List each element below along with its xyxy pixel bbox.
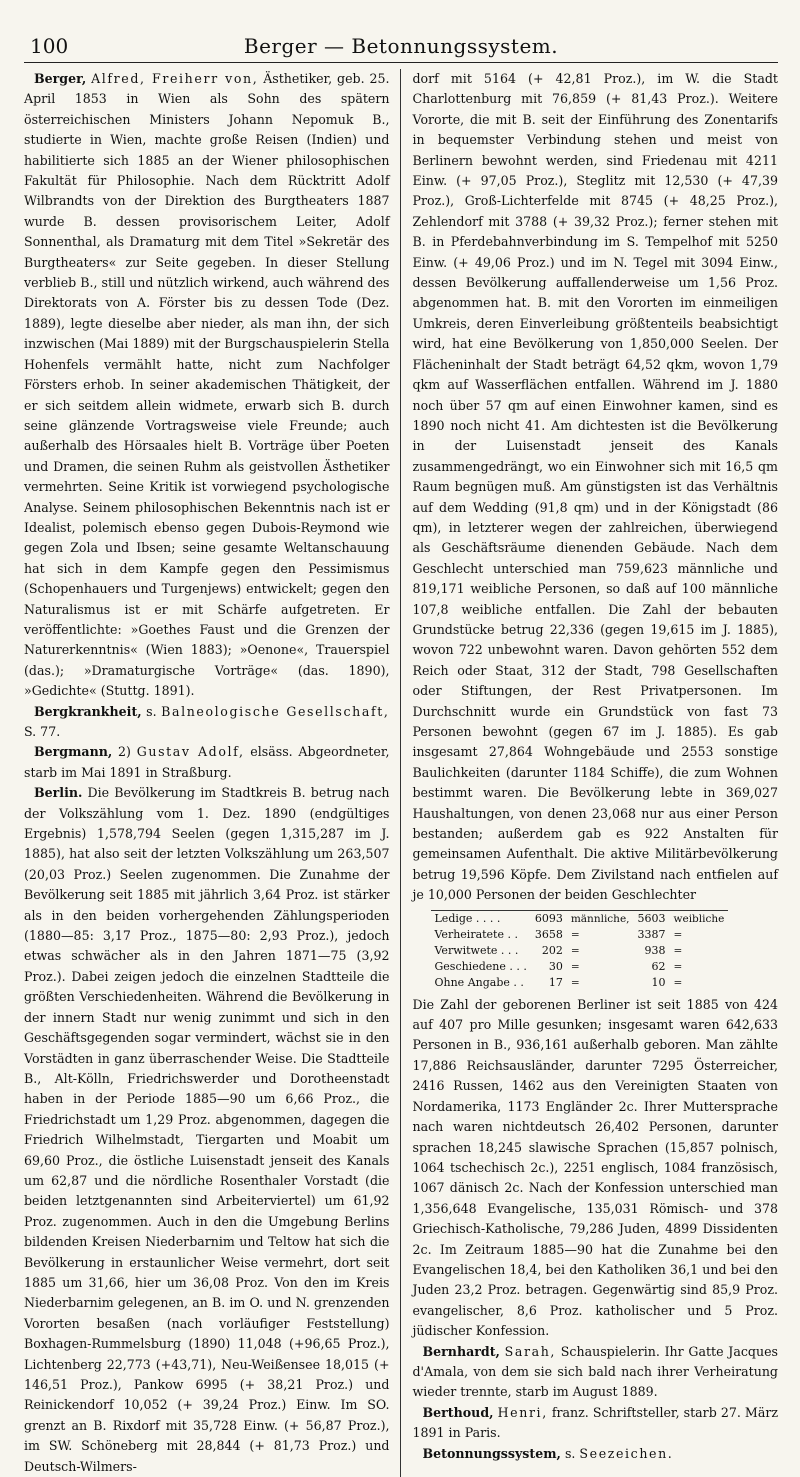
entry-headword: Berlin.: [34, 785, 83, 801]
female-unit: =: [673, 976, 683, 989]
female-unit: weibliche: [670, 910, 729, 927]
right-column: [400, 69, 779, 1477]
entry-berlin-continued: dorf mit 5164 (+ 42,81 Proz.), im W. die Stadt Charlottenburg mit 76,859 (+ 81,43 Proz.). Weitere Vororte, die mit B. seit der Einführung des Zonentarifs in bequemster Verbindung stehen und meist von Berlinern bewohnt werden, sind Friedenau mit 4211 Einw. (+ 97,05 Proz.), Steglitz mit 12,530 (+ 47,39 Proz.), Groß-Lichterfelde mit 8745 (+ 48,25 Proz.), Zehlendorf mit 3788 (+ 39,32 Proz.); ferner stehen mit B. in Pferdebahnverbindung im S. Tempelhof mit 5250 Einw. (+ 49,06 Proz.) und im N. Tegel mit 3094 Einw., dessen Bevölkerung auffallenderweise um 1,56 Proz. abgenommen hat. B. mit den Vororten im einmeiligen Umkreis, deren Einverleibung größtenteils beabsichtigt wird, hat eine Bevölkerung von 1,850,000 Seelen. Der Flächeninhalt der Stadt beträgt 64,52 qkm, wovon 1,79 qkm auf Wasserflächen entfallen. Während im J. 1880 noch über 57 qm auf einen Einwohner kamen, sind es 1890 noch nicht 41. Am dichtesten ist die Bevölkerung in der Luisenstadt jenseit des Kanals zusammengedrängt, wo ein Einwohner sich mit 16,5 qm Raum begnügen muß. Am günstigsten ist das Verhältnis auf dem Wedding (91,8 qm) und in der Königstadt (86 qm), in letzterer wegen der zahlreichen, überwiegend als Geschäftsräume dienenden Gebäude. Nach dem Geschlecht unterschied man 759,623 männliche und 819,171 weibliche Personen, so daß auf 100 männliche 107,8 weibliche entfallen. Die Zahl der bebauten Grundstücke betrug 22,336 (gegen 19,615 im J. 1885), wovon 722 unbewohnt waren. Davon gehörten 552 dem Reich oder Staat, 312 der Stadt, 798 Gesellschaften oder Stiftungen, der Rest Privatpersonen. Im Durchschnitt wurde ein Grundstück von fast 73 Personen bewohnt (gegen 67 im J. 1885). Es gab insgesamt 27,864 Wohngebäude und 2553 sonstige Baulichkeiten (darunter 1184 Schiffe), die zum Wohnen bestimmt waren. Die Bevölkerung lebte in 369,027 Haushaltungen, von denen 23,068 nur aus einer Person bestanden; außerdem gab es 922 Anstalten für gemeinsamen Aufenthalt. Die aktive Militärbevölkerung betrug 19,596 Köpfe. Dem Zivilstand nach entfielen auf je 10,000 Personen der beiden Geschlechter: [412, 71, 778, 903]
male-count: 17: [548, 975, 563, 989]
row-label: Verheiratete . .: [434, 927, 518, 941]
entry-betonnungssystem: [413, 1444, 779, 1464]
page-number: 100: [30, 34, 69, 58]
entry-headword: Bergmann,: [34, 744, 113, 760]
entry-text: elsäss. Abgeordneter, starb im Mai 1891 in Straßburg.: [24, 744, 390, 780]
male-count: 6093: [531, 910, 567, 927]
left-column: [24, 69, 400, 1477]
entry-text: s.: [141, 703, 162, 719]
entry-text: 2): [112, 744, 137, 760]
entry-text: Ästhetiker, geb. 25. April 1853 in Wien als Sohn des spätern österreichischen Ministers Johann Nepomuk B., studierte in Wien, machte große Reisen (Indien) und habilitierte sich 1885 an der Wiener philosophischen Fakultät für Philosophie. Nach dem Rücktritt Adolf Wilbrandts von der Direktion des Burgtheaters 1887 wurde B. dessen provisorischem Leiter, Adolf Sonnenthal, als Dramaturg mit dem Titel »Sekretär des Burgtheaters« zur Seite gegeben. In dieser Stellung verblieb B., still und nützlich wirkend, auch während des Direktorats von A. Förster bis zu dessen Tode (Dez. 1889), legte dieselbe aber nieder, als man ihn, der sich inzwischen (Mai 1889) mit der Burgschauspielerin Stella Hohenfels vermählt hatte, nicht zum Nachfolger Försters erhob. In seiner akademischen Thätigkeit, der er sich seitdem allein widmete, erwarb sich B. durch seine glänzende Vortragsweise viele Freunde; auch außerhalb des Hörsaales hielt B. Vorträge über Poeten und Dramen, die seinen Ruhm als geistvollen Ästhetiker vermehrten. Seine Kritik ist vorwiegend psychologische Analyse. Seinem philosophischen Bekenntnis nach ist er Idealist, polemisch ebenso gegen Dubois-Reymond wie gegen Zola und Ibsen; seine gesamte Weltanschauung hat sich in dem Kampfe gegen den Pessimismus (Schopenhauers und Turgenjews) entwickelt; gegen den Naturalismus ist er mit Schärfe aufgetreten. Er veröffentlichte: »Goethes Faust und die Grenzen der Naturerkenntnis« (Wien 1883); »Oenone«, Trauerspiel (das.); »Dramaturgische Vorträge« (das. 1890), »Gedichte« (Stuttg. 1891).: [24, 71, 390, 699]
table-row: [431, 910, 729, 927]
entry-bergmann: [24, 742, 390, 783]
female-count: 62: [651, 959, 666, 973]
row-label: Geschiedene . . .: [434, 959, 527, 973]
female-count: 938: [644, 943, 666, 957]
table-row: [431, 975, 729, 991]
row-label: Ohne Angabe . .: [434, 975, 524, 989]
entry-text: S. 77.: [24, 724, 61, 739]
entry-name: Gustav Adolf,: [136, 744, 245, 760]
entry-name: Henri,: [497, 1404, 548, 1420]
cross-reference: Balneologische Gesellschaft,: [161, 703, 390, 719]
row-label: Verwitwete . . .: [434, 943, 519, 957]
row-label: Ledige . . . .: [431, 910, 531, 927]
female-unit: =: [673, 960, 683, 973]
entry-headword: Betonnungssystem,: [422, 1445, 561, 1461]
female-count: 10: [651, 975, 666, 989]
female-count: 3387: [637, 927, 666, 941]
male-unit: =: [570, 960, 580, 973]
male-count: 30: [548, 959, 563, 973]
male-unit: =: [570, 944, 580, 957]
female-unit: =: [673, 928, 683, 941]
entry-bernhardt: [413, 1342, 779, 1403]
entry-headword: Bernhardt,: [422, 1343, 500, 1359]
civil-status-table: [431, 910, 729, 991]
cross-reference: Seezeichen.: [579, 1445, 674, 1461]
two-column-body: [24, 69, 778, 1477]
entry-headword: Bergkrankheit,: [34, 703, 142, 719]
entry-headword: Berthoud,: [422, 1404, 494, 1420]
female-count: 5603: [634, 910, 670, 927]
entry-name: Alfred, Freiherr von,: [91, 71, 259, 86]
entry-headword: Berger,: [34, 71, 87, 86]
entry-name: Sarah,: [504, 1343, 557, 1359]
entry-berthoud: [413, 1403, 779, 1444]
entry-bergkrankheit: [24, 702, 390, 743]
entry-text: franz. Schriftsteller, starb 27. März 1891 in Paris.: [412, 1404, 778, 1441]
entry-text: Schauspielerin. Ihr Gatte Jacques d'Amala, von dem sie sich bald nach ihrer Verheiratung wieder trennte, starb im August 1889.: [412, 1343, 778, 1400]
female-unit: =: [673, 944, 683, 957]
male-unit: =: [570, 928, 580, 941]
entry-text: Die Bevölkerung im Stadtkreis B. betrug nach der Volkszählung vom 1. Dez. 1890 (endgültiges Ergebnis) 1,578,794 Seelen (gegen 1,315,287 im J. 1885), hat also seit der letzten Volkszählung um 263,507 (20,03 Proz.) Seelen zugenommen. Die Zunahme der Bevölkerung seit 1885 mit jährlich 3,64 Proz. ist stärker als in den beiden vorhergehenden Zählungsperioden (1880—85: 3,17 Proz., 1875—80: 2,93 Proz.), jedoch etwas schwächer als in den Jahren 1871—75 (3,92 Proz.). Dabei zeigen jedoch die einzelnen Stadtteile die größten Verschiedenheiten. Während die Bevölkerung in der innern Stadt nur wenig zunimmt und sich in den Geschäftsgegenden sogar vermindert, wächst sie in den Vorstädten in ganz überraschender Weise. Die Stadtteile B., Alt-Kölln, Friedrichswerder und Dorotheenstadt haben in der Periode 1885—90 um 6,66 Proz., die Friedrichstadt um 1,29 Proz. abgenommen, dagegen die Friedrich Wilhelmstadt, Tiergarten und Moabit um 69,60 Proz., die östliche Luisenstadt jenseit des Kanals um 62,87 und die nördliche Rosenthaler Vorstadt (die beiden letztgenannten sind Arbeiterviertel) um 61,92 Proz. zugenommen. Auch in den die Umgebung Berlins bildenden Kreisen Niederbarnim und Teltow hat sich die Bevölkerung in erstaunlicher Weise vermehrt, dort seit 1885 um 31,66, hier um 36,08 Proz. Von den im Kreis Niederbarnim gelegenen, an B. im O. und N. grenzenden Vororten besaßen (nach vorläufiger Feststellung) Boxhagen-Rummelsburg (1890) 11,048 (+96,65 Proz.), Lichtenberg 22,773 (+43,71), Neu-Weißensee 18,015 (+ 146,51 Proz.), Pankow 6995 (+ 38,21 Proz.) und Reinickendorf 10,052 (+ 39,24 Proz.) Einw. Im SO. grenzt an B. Rixdorf mit 35,728 Einw. (+ 56,87 Proz.), im SW. Schöneberg mit 28,844 (+ 81,73 Proz.) und Deutsch-Wilmers-: [24, 785, 390, 1474]
table-row: [431, 927, 729, 943]
male-count: 3658: [534, 927, 563, 941]
male-unit: männliche,: [567, 910, 634, 927]
page-header: [24, 28, 778, 63]
entry-berlin: [24, 783, 390, 1477]
entry-text: s.: [560, 1445, 580, 1461]
entry-berlin-after-table: Die Zahl der geborenen Berliner ist seit 1885 von 424 auf 407 pro Mille gesunken; insgesamt waren 642,633 Personen in B., 936,161 außerhalb geboren. Man zählte 17,886 Reichsausländer, darunter 7295 Österreicher, 2416 Russen, 1462 aus den Vereinigten Staaten von Nordamerika, 1173 Engländer 2c. Ihrer Muttersprache nach waren nichtdeutsch 26,402 Personen, darunter sprachen 18,245 slawische Sprachen (15,857 polnisch, 1064 tschechisch 2c.), 2251 englisch, 1084 französisch, 1067 dänisch 2c. Nach der Konfession unterschied man 1,356,648 Evangelische, 135,031 Römisch- und 378 Griechisch-Katholische, 79,286 Juden, 4899 Dissidenten 2c. Im Zeitraum 1885—90 hat die Zunahme bei den Evangelischen 18,4, bei den Katholiken 36,1 und bei den Juden 23,2 Proz. betragen. Gegenwärtig sind 85,9 Proz. evangelischer, 8,6 Proz. katholischer und 5 Proz. jüdischer Konfession.: [412, 996, 778, 1339]
male-unit: =: [570, 976, 580, 989]
entry-berger: [24, 69, 390, 702]
table-row: [431, 943, 729, 959]
male-count: 202: [541, 943, 563, 957]
table-row: [431, 959, 729, 975]
running-title: Berger — Betonnungssystem.: [243, 34, 559, 58]
